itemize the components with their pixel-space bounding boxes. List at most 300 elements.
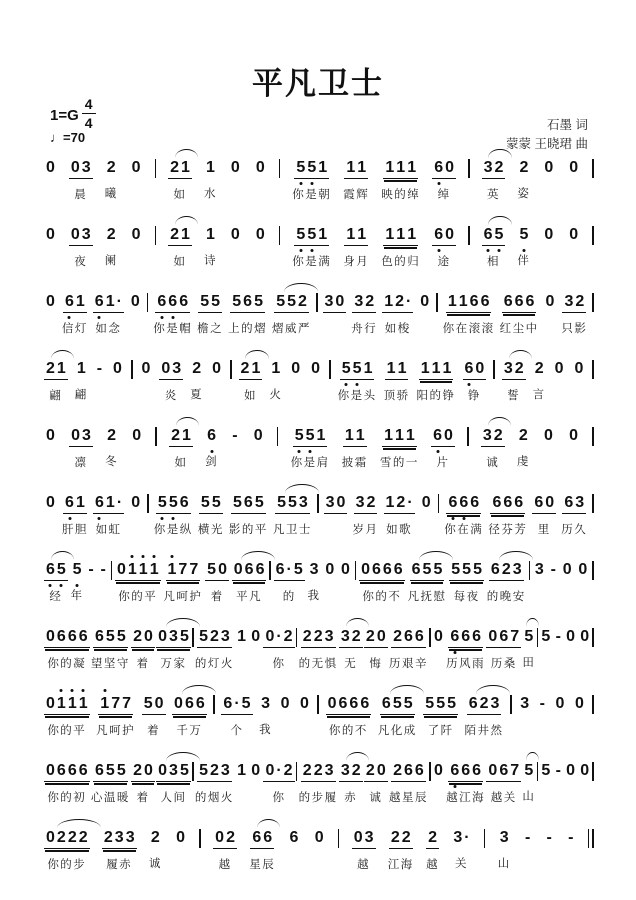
note-cell	[204, 158, 217, 201]
note-group	[232, 560, 267, 581]
note-group	[522, 627, 535, 647]
note-digit: 0	[255, 226, 265, 243]
note-digit: ·	[276, 628, 282, 645]
barline	[592, 561, 594, 580]
barline	[429, 762, 431, 781]
barline	[592, 293, 594, 312]
note-group	[274, 292, 309, 313]
lyric-syllable: 雪的一	[379, 457, 419, 469]
note-group	[168, 225, 192, 246]
note-group	[554, 694, 567, 714]
lyric-syllable: 只影	[561, 323, 588, 335]
note-group	[44, 292, 57, 312]
music-system	[44, 426, 594, 493]
note-cell	[129, 292, 142, 333]
note-group	[344, 225, 368, 246]
lyric-syllable: 誓	[507, 390, 521, 402]
note-cell	[163, 560, 202, 604]
note-digit: 2	[133, 628, 142, 645]
note-cell	[156, 761, 191, 805]
note-group	[517, 225, 530, 245]
music-row	[44, 560, 594, 604]
note-group	[71, 560, 84, 580]
note-digit: 6	[95, 762, 104, 779]
note-group	[294, 225, 329, 246]
note-digit: 6	[46, 561, 55, 578]
note-digit: 3	[355, 494, 365, 511]
note-cell	[451, 828, 471, 871]
note-digit: 5	[433, 561, 443, 578]
note-group	[105, 426, 118, 446]
note-group	[210, 359, 223, 379]
note-digit: 0	[555, 695, 565, 712]
note-group	[105, 225, 118, 245]
lyric-syllable: 你是帽	[153, 323, 193, 335]
note-digit: 2	[519, 159, 529, 176]
note-digit: 7	[178, 561, 188, 578]
note-digit: 0	[158, 762, 168, 779]
note-digit: 0	[253, 427, 263, 444]
note-group	[288, 828, 301, 848]
note-digit: 2	[313, 762, 323, 779]
note-group	[159, 359, 183, 380]
note-cell	[323, 560, 336, 601]
note-group	[129, 493, 142, 513]
note-digit: 6	[564, 494, 574, 511]
note-digit: 6	[244, 561, 254, 578]
barline	[592, 695, 594, 714]
note-digit: 0	[46, 762, 55, 779]
note-group	[339, 560, 352, 580]
note-group	[420, 493, 433, 513]
note-group	[576, 560, 589, 580]
note-cell	[352, 828, 376, 872]
note-cell	[272, 292, 311, 336]
note-cell	[292, 158, 331, 202]
note-group	[533, 359, 546, 379]
note-digit: 3	[482, 427, 492, 444]
note-group	[561, 560, 574, 580]
note-group	[199, 493, 223, 514]
note-digit: 6	[490, 561, 500, 578]
note-digit: 3	[503, 360, 513, 377]
note-digit: 5	[72, 561, 82, 578]
lyric-syllable: 悔	[369, 658, 383, 670]
note-digit: 0	[251, 762, 261, 779]
lyric-syllable: 星辰	[249, 859, 276, 871]
note-group	[274, 560, 305, 581]
note-group	[130, 225, 143, 245]
barline	[317, 494, 319, 513]
note-group	[517, 426, 530, 446]
note-group	[301, 761, 336, 782]
lyric-syllable: 的灯火	[194, 658, 234, 670]
note-digit: 5	[211, 494, 221, 511]
lyric-syllable: 红尘中	[499, 323, 539, 335]
note-digit: 6	[243, 494, 253, 511]
note-digit: 2	[107, 427, 117, 444]
note-digit: 0	[327, 695, 337, 712]
lyric-syllable: 田	[522, 657, 536, 669]
note-cell	[44, 493, 57, 534]
note-group	[533, 560, 546, 580]
note-cell	[432, 627, 445, 668]
note-digit: 2	[313, 628, 323, 645]
note-digit: 3	[309, 561, 319, 578]
note-group	[502, 359, 526, 380]
note-cell	[239, 359, 263, 403]
note-digit: 7	[510, 628, 520, 645]
note-group	[115, 560, 161, 581]
note-digit: 0	[314, 829, 324, 846]
note-digit: 1	[447, 293, 457, 310]
note-cell	[532, 493, 556, 537]
note-group	[229, 158, 242, 178]
note-group	[95, 359, 104, 379]
lyric-syllable: 你	[272, 792, 286, 804]
note-digit: 6	[360, 695, 370, 712]
note-group	[382, 426, 417, 447]
note-digit: 1	[431, 360, 441, 377]
note-digit: 0	[311, 360, 321, 377]
note-group	[432, 761, 445, 781]
note-digit: 2	[209, 762, 219, 779]
note-digit: 1	[420, 360, 430, 377]
note-group	[156, 627, 191, 648]
barline	[147, 293, 149, 312]
note-digit: 7	[510, 762, 520, 779]
note-cell	[62, 493, 88, 537]
note-digit: 5	[254, 494, 264, 511]
note-cell	[482, 158, 506, 202]
note-group	[149, 828, 162, 848]
note-group	[69, 158, 93, 179]
lyric-syllable: 舟行	[351, 323, 378, 335]
lyric-syllable: 凡呵护	[96, 725, 136, 737]
note-cell	[129, 493, 142, 534]
note-digit: 5	[519, 226, 529, 243]
note-cell	[343, 225, 369, 269]
note-cell	[71, 560, 84, 603]
note-digit: 5	[294, 427, 304, 444]
lyric-syllable: 如虹	[95, 524, 122, 536]
lyric-syllable: 望坚守	[90, 658, 130, 670]
note-cell	[463, 359, 487, 403]
lyric-syllable: 岁月	[352, 524, 379, 536]
note-cell	[159, 359, 183, 403]
note-digit: 6	[275, 561, 285, 578]
note-digit: 6	[434, 159, 444, 176]
lyric-syllable: 色的归	[381, 256, 421, 268]
lyric-syllable: 横光	[197, 524, 224, 536]
note-digit: 6	[64, 293, 74, 310]
note-digit: 5	[436, 695, 446, 712]
note-cell	[298, 694, 311, 735]
note-cell	[384, 493, 415, 537]
note-digit: 0	[566, 762, 576, 779]
note-cell	[44, 426, 57, 467]
note-cell	[517, 158, 530, 201]
note-group	[263, 761, 294, 782]
note-cell	[446, 761, 485, 805]
note-digit: 0	[230, 159, 240, 176]
note-group	[564, 627, 577, 647]
note-cell	[105, 426, 118, 469]
note-cell	[139, 359, 152, 400]
note-group	[482, 158, 506, 179]
lyric-syllable: 肝胆	[61, 524, 88, 536]
lyric-syllable: 你的平	[118, 591, 158, 603]
note-digit: 2	[46, 360, 55, 377]
note-cell	[254, 158, 267, 199]
time-signature	[82, 97, 96, 130]
note-cell	[539, 627, 552, 668]
note-cell	[339, 627, 363, 671]
note-digit: 2	[401, 829, 411, 846]
note-digit: 3	[324, 628, 334, 645]
barline	[429, 628, 431, 647]
note-digit: 0	[280, 695, 290, 712]
lyric-syllable: 霞辉	[343, 189, 370, 201]
note-digit: 0	[341, 561, 350, 578]
note-group	[230, 292, 265, 313]
note-digit: 1	[181, 226, 190, 243]
lyric-syllable: 炎	[164, 390, 178, 402]
note-group	[204, 225, 217, 245]
note-group	[313, 828, 326, 848]
note-cell	[205, 560, 229, 604]
lyric-syllable: 冬	[105, 456, 119, 468]
note-group	[190, 359, 203, 379]
music-row	[44, 828, 594, 872]
note-digit: 6	[195, 695, 205, 712]
barline	[192, 762, 194, 781]
note-group	[385, 359, 409, 380]
tempo-marking: ♩=70	[50, 130, 86, 145]
barline	[592, 159, 594, 178]
note-group	[249, 627, 262, 647]
note-digit: 6	[480, 293, 490, 310]
note-cell	[228, 292, 267, 336]
note-digit: 0	[445, 159, 455, 176]
note-digit: 2	[170, 159, 180, 176]
note-cell	[564, 761, 577, 802]
note-digit: 6	[448, 494, 458, 511]
note-cell	[432, 158, 456, 202]
note-digit: 5	[199, 762, 208, 779]
credits	[506, 116, 588, 155]
note-group	[562, 493, 586, 514]
note-cell	[533, 560, 546, 601]
barline	[111, 561, 113, 580]
lyric-syllable: 诚	[148, 858, 162, 870]
note-digit: 0	[544, 159, 554, 176]
note-cell	[417, 359, 456, 403]
note-group	[263, 627, 294, 648]
note-digit: 1	[407, 159, 417, 176]
note-digit: 0	[174, 695, 183, 712]
note-digit: 2	[302, 628, 312, 645]
note-group	[431, 426, 455, 447]
note-cell	[105, 158, 118, 201]
note-digit: 5	[105, 628, 115, 645]
note-group	[301, 627, 336, 648]
note-cell	[545, 828, 554, 869]
note-digit: 5	[287, 293, 296, 310]
note-group	[489, 560, 524, 581]
note-cell	[273, 493, 312, 537]
note-group	[105, 158, 118, 178]
composer-credit: 蒙蒙 王晓珺 曲	[506, 137, 588, 152]
barline	[467, 427, 469, 446]
lyric-syllable: 山	[522, 791, 536, 803]
note-cell	[323, 292, 347, 334]
note-digit: 6	[168, 293, 178, 310]
lyric-syllable: 诚	[369, 792, 383, 804]
note-group	[490, 493, 525, 514]
note-group	[254, 225, 267, 245]
lyric-syllable: 阑	[104, 255, 118, 267]
note-cell	[407, 560, 446, 604]
note-group	[129, 292, 142, 312]
note-cell	[96, 694, 135, 738]
note-digit: 5	[200, 494, 210, 511]
note-cell	[259, 694, 272, 737]
note-digit: 2	[351, 628, 361, 645]
music-row	[44, 359, 594, 403]
note-digit: 5	[462, 561, 472, 578]
note-group	[259, 694, 272, 714]
note-group	[539, 627, 552, 647]
note-digit: -	[524, 829, 531, 846]
note-digit: 2	[501, 561, 511, 578]
note-digit: 0	[218, 561, 227, 578]
note-cell	[578, 761, 591, 802]
note-digit: 2	[78, 829, 88, 846]
note-group	[554, 627, 563, 647]
note-digit: 1	[75, 293, 85, 310]
note-digit: 1	[75, 494, 85, 511]
note-cell	[93, 292, 124, 336]
note-group	[204, 158, 217, 178]
note-digit: 0	[132, 427, 142, 444]
meter-numerator: 4	[82, 97, 96, 114]
note-group	[309, 359, 322, 379]
note-cell	[156, 627, 191, 671]
note-digit: 1	[346, 226, 356, 243]
note-cell	[518, 694, 531, 735]
note-group	[98, 694, 133, 715]
note-digit: ·	[116, 293, 122, 310]
note-digit: 5	[211, 293, 221, 310]
music-system	[44, 694, 594, 761]
note-cell	[343, 158, 369, 202]
note-group	[340, 359, 375, 380]
lyric-syllable: 越	[426, 859, 440, 871]
note-group	[293, 426, 328, 447]
note-group	[463, 359, 487, 380]
lyric-syllable: 凡抚慰	[407, 591, 447, 603]
note-digit: 5	[352, 360, 362, 377]
note-cell	[249, 828, 275, 872]
note-digit: 0	[562, 561, 572, 578]
note-digit: ·	[286, 561, 292, 578]
lyric-syllable: 关	[454, 858, 468, 870]
lyric-syllable: 的步履	[298, 792, 338, 804]
note-digit: 5	[392, 695, 402, 712]
note-cell	[131, 627, 155, 671]
note-group	[44, 158, 57, 178]
note-group	[142, 694, 166, 715]
note-digit: -	[555, 628, 561, 645]
note-digit: 0	[141, 360, 151, 377]
note-digit: 6	[450, 762, 460, 779]
note-digit: 2	[390, 829, 400, 846]
note-cell	[263, 627, 294, 671]
note-digit: 3	[81, 226, 91, 243]
note-cell	[533, 359, 546, 402]
note-cell	[221, 694, 252, 738]
note-cell	[481, 426, 505, 470]
note-cell	[446, 627, 485, 671]
note-cell	[195, 627, 234, 671]
note-group	[166, 560, 201, 581]
note-group	[482, 225, 506, 246]
note-group	[44, 627, 90, 648]
note-group	[380, 694, 415, 715]
music-row	[44, 761, 594, 805]
lyric-syllable: 如	[173, 189, 187, 201]
note-digit: 1	[56, 695, 66, 712]
note-cell	[342, 426, 368, 470]
note-digit: 2	[240, 360, 250, 377]
note-digit: 0	[46, 695, 55, 712]
note-cell	[269, 359, 282, 402]
lyric-syllable: 的烟火	[194, 792, 234, 804]
note-digit: 5	[116, 628, 126, 645]
note-digit: 5	[494, 226, 504, 243]
note-digit: 0	[421, 494, 431, 511]
note-digit: 5	[541, 762, 551, 779]
note-digit: 6	[67, 762, 77, 779]
music-system	[44, 828, 594, 895]
note-group	[197, 761, 232, 782]
lyric-syllable: 我	[259, 724, 273, 736]
note-digit: 2	[493, 427, 503, 444]
note-group	[155, 292, 190, 313]
note-digit: 6	[263, 829, 273, 846]
note-digit: 1	[355, 427, 365, 444]
barline	[592, 226, 594, 245]
note-digit: 0	[46, 293, 55, 310]
note-cell	[567, 158, 580, 199]
lyric-syllable: 披霜	[341, 457, 368, 469]
barline	[277, 427, 279, 446]
note-digit: 2	[298, 293, 307, 310]
note-digit: 0	[131, 159, 141, 176]
note-digit: 0	[113, 360, 122, 377]
note-cell	[62, 292, 88, 336]
note-digit: 0	[265, 628, 275, 645]
note-group	[446, 292, 492, 313]
note-digit: 5	[541, 628, 551, 645]
note-cell	[169, 426, 193, 470]
note-digit: 6	[338, 695, 348, 712]
note-digit: 0	[130, 293, 140, 310]
note-cell	[423, 694, 458, 738]
note-digit: 1	[181, 427, 191, 444]
note-digit: 5	[277, 494, 286, 511]
